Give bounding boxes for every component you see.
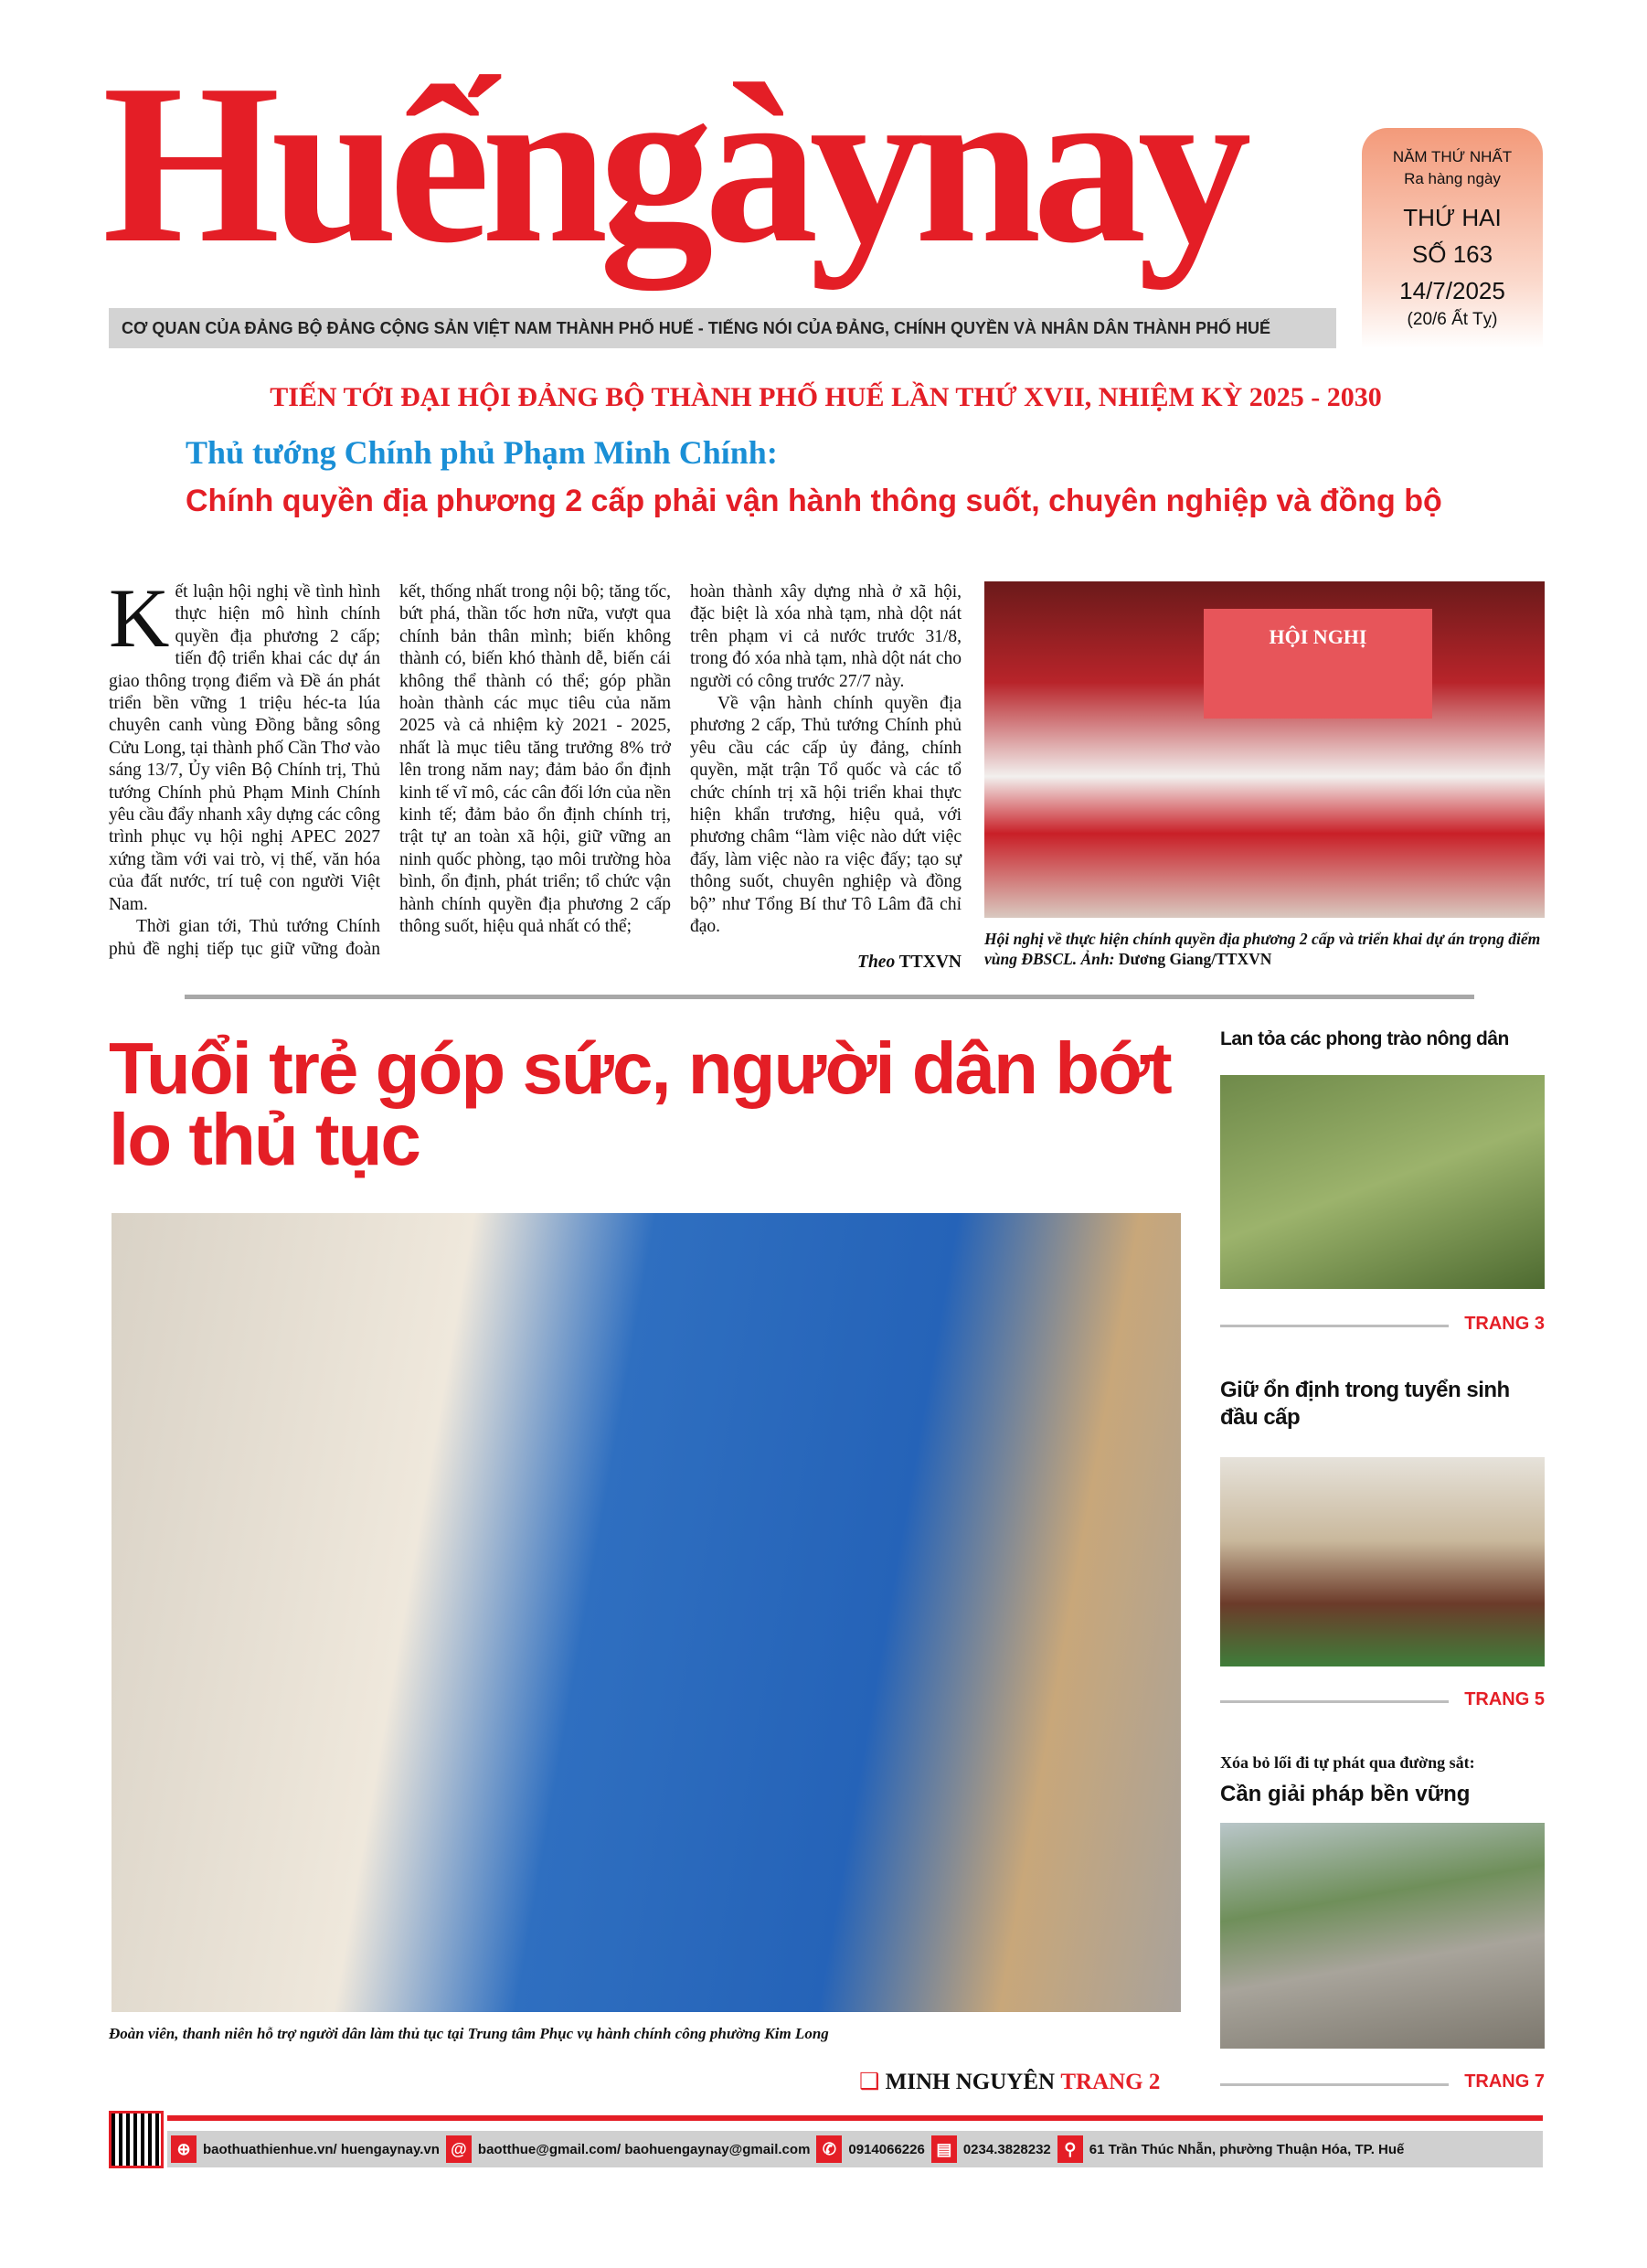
frequency-label: Ra hàng ngày bbox=[1404, 170, 1501, 187]
feature-caption: Đoàn viên, thanh niên hỗ trợ người dân làm thủ tục tại Trung tâm Phục vụ hành chính công phường Kim Long bbox=[109, 2025, 829, 2042]
lunar-date: (20/6 Ất Tỵ) bbox=[1407, 310, 1498, 329]
globe-icon: ⊕ bbox=[171, 2135, 197, 2163]
issue-info-box bbox=[1362, 128, 1543, 348]
article-paragraph: Về vận hành chính quyền địa phương 2 cấp, Thủ tướng Chính phủ yêu cầu các cấp ủy đảng, chính quyền, mặt trận Tổ quốc và các tổ chức chính trị xã hội triển khai thực hiện khẩn trương, hiệu quả, với phương châm “làm việc nào dứt việc đấy, làm việc nào ra việc đấy; tạo sự thông suốt, chuyên nghiệp và đồng bộ” như Tổng Bí thư Tô Lâm đã chỉ đạo. bbox=[690, 694, 962, 937]
sidebar-page-ref-2[interactable]: TRANG 5 bbox=[1464, 1689, 1545, 1709]
feature-byline bbox=[859, 2068, 1160, 2095]
caption-text: Hội nghị về thực hiện chính quyền địa phương 2 cấp và triển khai dự án trọng điểm vùng ĐBSCL. Ảnh: bbox=[984, 930, 1541, 968]
lead-subhead: Thủ tướng Chính phủ Phạm Minh Chính: bbox=[186, 434, 778, 471]
website-link[interactable]: baothuathienhue.vn/ huengaynay.vn bbox=[203, 2141, 440, 2157]
sidebar-divider bbox=[1220, 2083, 1449, 2086]
footer-contact-bar bbox=[167, 2131, 1543, 2167]
issue-date: 14/7/2025 bbox=[1399, 277, 1505, 304]
conference-banner: HỘI NGHỊ bbox=[1204, 609, 1432, 719]
drop-cap: K bbox=[109, 571, 170, 665]
sidebar-divider bbox=[1220, 1700, 1449, 1703]
article-body bbox=[109, 571, 962, 974]
feature-photo[interactable] bbox=[112, 1213, 1181, 2012]
sidebar-title-2[interactable]: Giữ ổn định trong tuyển sinh đầu cấp bbox=[1220, 1378, 1510, 1430]
phone-icon: ✆ bbox=[816, 2135, 842, 2163]
sidebar-page-ref-1[interactable]: TRANG 3 bbox=[1464, 1314, 1545, 1334]
lead-headline[interactable]: Chính quyền địa phương 2 cấp phải vận hành thông suốt, chuyên nghiệp và đồng bộ bbox=[186, 484, 1442, 518]
sidebar-page-ref-3[interactable]: TRANG 7 bbox=[1464, 2071, 1545, 2092]
masthead-logo: Huếngàynay bbox=[102, 37, 1243, 291]
sidebar-photo-3[interactable] bbox=[1220, 1823, 1545, 2049]
feature-headline[interactable]: Tuổi trẻ góp sức, người dân bớt lo thủ tục bbox=[109, 1028, 1171, 1180]
qr-code-icon[interactable] bbox=[109, 2111, 164, 2168]
square-bullet-icon: ❑ bbox=[859, 2068, 880, 2094]
location-pin-icon: ⚲ bbox=[1057, 2135, 1083, 2163]
credit-source: TTXVN bbox=[898, 952, 962, 972]
footer-rule bbox=[167, 2115, 1543, 2121]
lead-kicker: TIẾN TỚI ĐẠI HỘI ĐẢNG BỘ THÀNH PHỐ HUẾ LẦN THỨ XVII, NHIỆM KỲ 2025 - 2030 bbox=[270, 382, 1382, 412]
sidebar-divider bbox=[1220, 1325, 1449, 1327]
sidebar-title-3[interactable]: Cần giải pháp bền vững bbox=[1220, 1782, 1471, 1806]
article-paragraph: ết luận hội nghị về tình hình thực hiện mô hình chính quyền địa phương 2 cấp; tiến độ triển khai các dự án giao thông trọng điểm và Đề án phát triển bền vững 1 triệu héc-ta lúa chuyên canh vùng Đồng bằng sông Cửu Long, tại thành phố Cần Thơ vào sáng 13/7, Ủy viên Bộ Chính trị, Thủ tướng Chính phủ Phạm Minh Chính yêu cầu đẩy nhanh xây dựng các công trình phục vụ hội nghị APEC 2027 xứng tầm với vai trò, vị thế, văn hóa của đất nước, trí tuệ con người Việt Nam. bbox=[109, 582, 380, 914]
photo-credit: Dương Giang/TTXVN bbox=[1118, 950, 1272, 968]
masthead-tagline bbox=[109, 308, 1336, 348]
tagline-text: CƠ QUAN CỦA ĐẢNG BỘ ĐẢNG CỘNG SẢN VIỆT NAM THÀNH PHỐ HUẾ - TIẾNG NÓI CỦA ĐẢNG, CHÍNH QUYỀN VÀ NHÂN DÂN THÀNH PHỐ HUẾ bbox=[122, 319, 1271, 337]
issue-number: SỐ 163 bbox=[1411, 240, 1493, 268]
photo-caption bbox=[984, 929, 1545, 969]
section-divider bbox=[185, 995, 1474, 999]
article-paragraph: Thời gian tới, Thủ tướng Chính phủ đề nghị tiếp tục giữ vững đoàn kết, thống nhất trong nội bộ; tăng tốc, bứt phá, thần tốc hơn nữa, vượt qua chính bản thân mình; biến không thành có, biến khó thành dễ, biến cái không thể thành có thể; góp phần hoàn thành các mục tiêu của năm 2025 và cả nhiệm kỳ 2021 - 2025, nhất là mục tiêu tăng trưởng 8% trở lên trong năm nay; đảm bảo ổn định kinh tế vĩ mô, các cân đối lớn của nền kinh tế; đảm bảo ổn định chính trị, trật tự an toàn xã hội, giữ vững an ninh quốc phòng, tạo môi trường hòa bình, ổn định, phát triển; tổ chức vận hành chính quyền địa phương 2 cấp thông suốt, hiệu quả nhất có thể; bbox=[109, 582, 671, 959]
sidebar-title-1[interactable]: Lan tỏa các phong trào nông dân bbox=[1220, 1028, 1509, 1049]
at-sign-icon: @ bbox=[446, 2135, 472, 2163]
credit-prefix: Theo bbox=[857, 952, 896, 972]
address: 61 Trần Thúc Nhẫn, phường Thuận Hóa, TP. Huế bbox=[1089, 2141, 1405, 2157]
author: MINH NGUYÊN bbox=[885, 2070, 1056, 2094]
fax-number: 0234.3828232 bbox=[962, 2141, 1051, 2157]
conference-photo[interactable] bbox=[984, 581, 1545, 918]
weekday: THỨ HAI bbox=[1403, 204, 1502, 231]
article-credit bbox=[690, 952, 962, 974]
year-label: NĂM THỨ NHẤT bbox=[1392, 148, 1513, 165]
sidebar-photo-2[interactable] bbox=[1220, 1457, 1545, 1666]
phone-number[interactable]: 0914066226 bbox=[848, 2141, 925, 2157]
fax-icon: ▤ bbox=[931, 2135, 957, 2163]
page-ref-link[interactable]: TRANG 2 bbox=[1060, 2070, 1161, 2094]
sidebar-photo-1[interactable] bbox=[1220, 1075, 1545, 1289]
sidebar-kicker-3: Xóa bỏ lối đi tự phát qua đường sắt: bbox=[1220, 1753, 1475, 1772]
article-paragraph: hoàn thành xây dựng nhà ở xã hội, đặc biệt là xóa nhà tạm, nhà dột nát trên phạm vi cả nước trước 31/8, trong đó xóa nhà tạm, nhà dột nát cho người có công trước 27/7 này. bbox=[690, 582, 962, 691]
email-link[interactable]: baotthue@gmail.com/ baohuengaynay@gmail.com bbox=[477, 2141, 811, 2157]
